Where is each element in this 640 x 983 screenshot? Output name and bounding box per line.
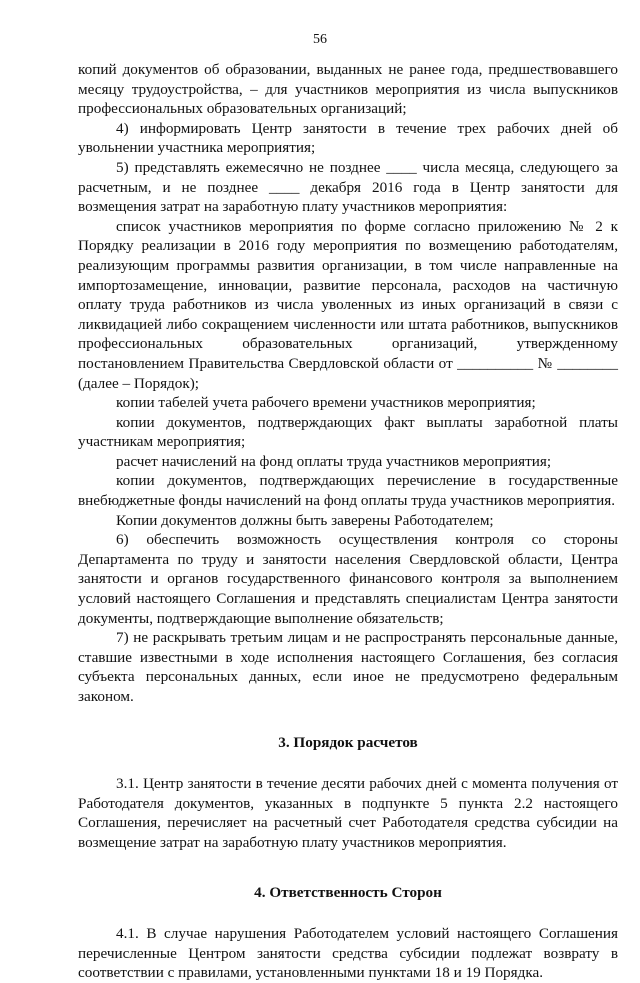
paragraph: список участников мероприятия по форме согласно приложению № 2 к Порядку реализации в 2016 году мероприятия по возмещению работодателям, реализующим программы развития организации, в том числе направленные на импортозамещение, инновации, развитие персонала, расходов на частичную оплату труда работников из числа уволенных из иных организаций в связи с ликвидацией либо сокращением численности или штата работников, выпускников профессиональных образовательных организаций, утвержденному постановлением Правительства Свердловской области от __________ № ________ (далее – Порядок);: [78, 217, 618, 392]
section-heading: 4. Ответственность Сторон: [254, 883, 442, 901]
paragraph: 5) представлять ежемесячно не позднее ____ числа месяца, следующего за расчетным, и не позднее ____ декабря 2016 года в Центр занятости для возмещения затрат на заработную плату участников мероприятия:: [78, 158, 618, 216]
paragraph: Копии документов должны быть заверены Работодателем;: [116, 511, 494, 529]
paragraph: 6) обеспечить возможность осуществления контроля со стороны Департамента по труду и занятости населения Свердловской области, Центра занятости и органов государственного финансового контроля за выполнением условий настоящего Соглашения и представлять специалистам Центра занятости документы, подтверждающие выполнение обязательств;: [78, 531, 618, 627]
paragraph: 7) не раскрывать третьим лицам и не распространять персональные данные, ставшие известными в ходе исполнения настоящего Соглашения, без согласия субъекта персональных данных, если иное не предусмотрено федеральным законом.: [78, 629, 618, 705]
paragraph: расчет начислений на фонд оплаты труда участников мероприятия;: [116, 452, 552, 470]
document-body: [78, 60, 618, 983]
page-number: 56: [313, 32, 327, 47]
paragraph: копии документов, подтверждающих факт выплаты заработной платы участникам мероприятия;: [78, 413, 618, 451]
paragraph: копии табелей учета рабочего времени участников мероприятия;: [116, 394, 536, 412]
section-heading: 3. Порядок расчетов: [278, 733, 418, 751]
paragraph: 4.1. В случае нарушения Работодателем условий настоящего Соглашения перечисленные Центром занятости средства субсидии подлежат возврату в соответствии с правилами, установленными пунктами 18 и 19 Порядка.: [78, 925, 618, 982]
paragraph: 3.1. Центр занятости в течение десяти рабочих дней с момента получения от Работодателя документов, указанных в подпункте 5 пункта 2.2 настоящего Соглашения, перечисляет на расчетный счет Работодателя средства субсидии на возмещение затрат на заработную плату участников мероприятия.: [78, 775, 618, 851]
paragraph: 4) информировать Центр занятости в течение трех рабочих дней об увольнении участника мероприятия;: [78, 119, 618, 157]
paragraph: копии документов, подтверждающих перечисление в государственные внебюджетные фонды начислений на фонд оплаты труда участников мероприятия.: [78, 472, 618, 510]
paragraph: копий документов об образовании, выданных не ранее года, предшествовавшего месяцу трудоустройства, – для участников мероприятия из числа выпускников профессиональных образовательных организаций;: [78, 61, 618, 118]
